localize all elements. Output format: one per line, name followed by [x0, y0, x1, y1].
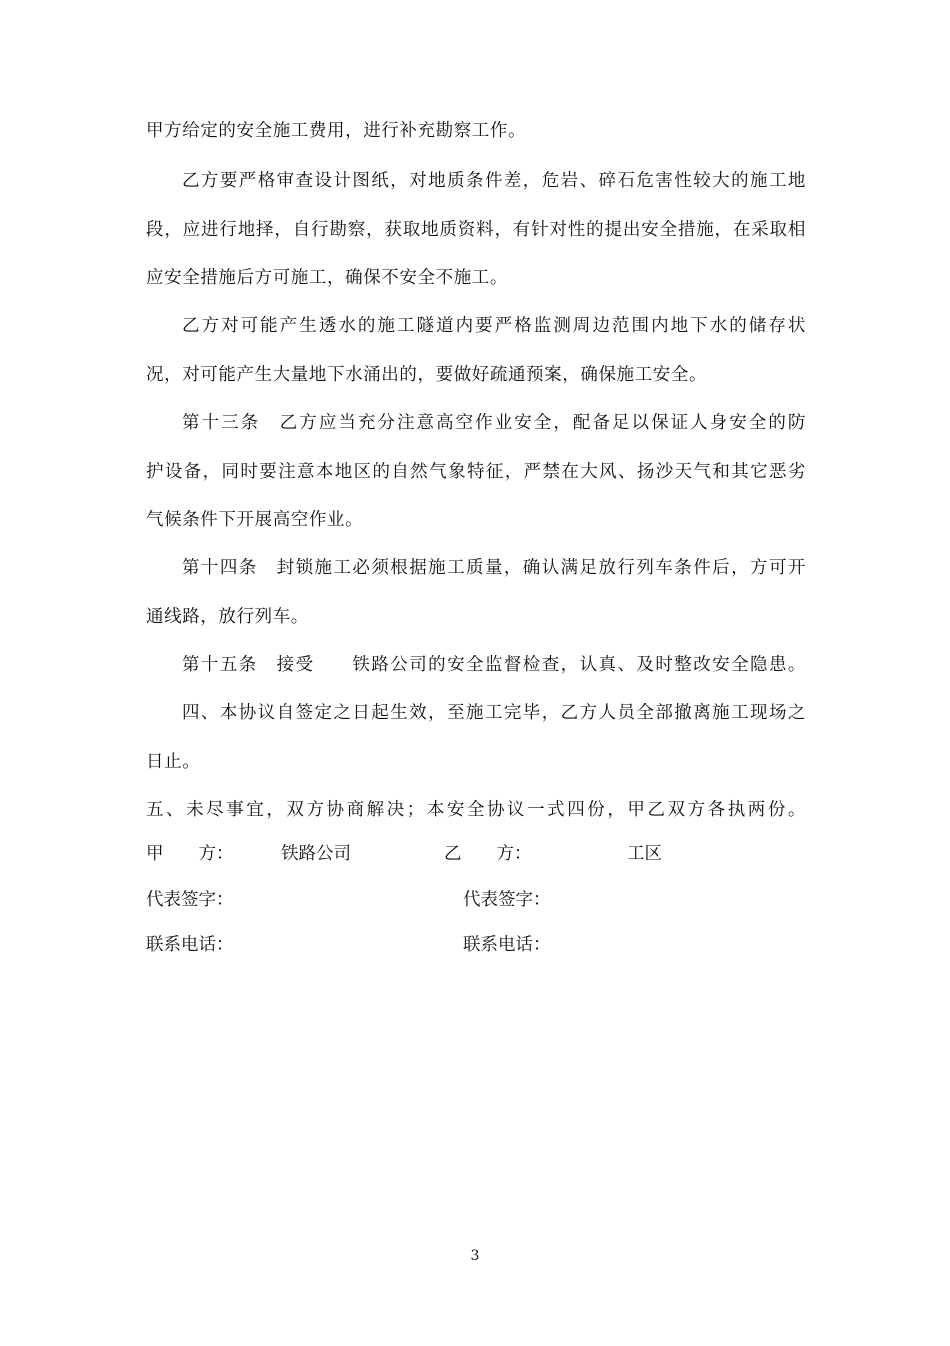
paragraph-line: 乙方对可能产生透水的施工隧道内要严格监测周边范围内地下水的储存状 — [182, 316, 806, 336]
party-a-rep-sign: 代表签字： — [146, 890, 234, 910]
paragraph-line: 况，对可能产生大量地下水涌出的，要做好疏通预案，确保施工安全。 — [146, 365, 708, 385]
article-14-line: 通线路，放行列车。 — [146, 607, 309, 627]
party-a-label: 甲 方： — [146, 844, 234, 864]
party-b-phone: 联系电话： — [463, 935, 551, 955]
article-13-line: 第十三条 乙方应当充分注意高空作业安全，配备足以保证人身安全的防 — [182, 413, 806, 433]
article-13-line: 气候条件下开展高空作业。 — [146, 510, 364, 530]
paragraph-line: 应安全措施后方可施工，确保不安全不施工。 — [146, 268, 508, 288]
party-a-value: 铁路公司 — [281, 844, 351, 864]
paragraph-line: 乙方要严格审查设计图纸，对地质条件差，危岩、碎石危害性较大的施工地 — [182, 171, 806, 191]
page-number: 3 — [470, 1248, 480, 1264]
section-5-line: 五、未尽事宜，双方协商解决；本安全协议一式四份，甲乙双方各执两份。 — [146, 800, 806, 820]
article-14-line: 第十四条 封锁施工必须根据施工质量，确认满足放行列车条件后，方可开 — [182, 558, 806, 578]
section-4-line: 四、本协议自签定之日起生效，至施工完毕，乙方人员全部撤离施工现场之 — [182, 703, 806, 723]
party-b-rep-sign: 代表签字： — [463, 890, 551, 910]
section-4-line: 日止。 — [146, 752, 201, 772]
paragraph-line: 甲方给定的安全施工费用，进行补充勘察工作。 — [146, 121, 527, 141]
article-13-line: 护设备，同时要注意本地区的自然气象特征，严禁在大风、扬沙天气和其它恶劣 — [146, 462, 806, 482]
party-a-phone: 联系电话： — [146, 935, 234, 955]
paragraph-line: 段，应进行地择，自行勘察，获取地质资料，有针对性的提出安全措施，在采取相 — [146, 220, 806, 240]
party-b-value: 工区 — [627, 844, 662, 864]
article-15-line: 第十五条 接受 铁路公司的安全监督检查，认真、及时整改安全隐患。 — [182, 655, 806, 675]
party-b-label: 乙 方： — [444, 844, 532, 864]
